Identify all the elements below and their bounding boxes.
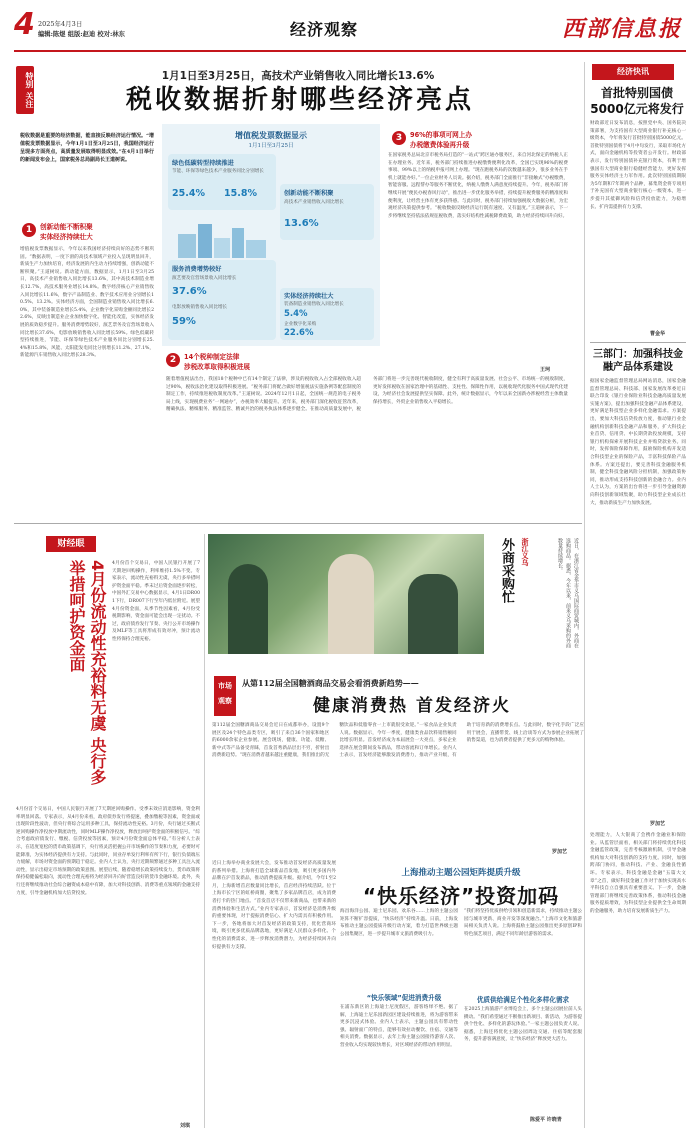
- lead-headline: 税收数据折射哪些经济亮点: [125, 85, 474, 115]
- market-headline: 健康消费热 首发经济火: [313, 696, 511, 716]
- flash-story-3: 处理能力，人大银商了会携作金融业和保险业。从监管层面看，相关部门将持续优化科技金融监管政策，完善考核激励机制，引导金融机构加大对科技创新的支持力度。同时，加强跨部门协同，推动科技、产业、金融良性循环。专家表示，科技金融是金融“五篇大文章”之首，做好科技金融工作对于加快实现高水平科技自立自强具有重要意义。下一步，金融管理部门将继续完善政策体系，推动科技金融服务提质增效，为科技型企业提供全生命周期的金融服务，助力培育发展新质生产力。: [590, 833, 686, 914]
- market-byline: 罗加艺: [552, 849, 568, 855]
- tax-infographic: [162, 124, 380, 346]
- photo-caption: 近日，在浙江省金华市义乌国际商贸城内，外商在选购商品。据悉，今年以来，前来义乌采购的外商数量持续增长。: [557, 538, 579, 648]
- photo-place: 浙江义乌: [521, 538, 529, 566]
- flash-headline-1a: 首批特别国债: [600, 86, 673, 100]
- shanghai-body-4: 在2025上海旅游产业博览会上，多个主题公园展位前人头攒动。“我们希望通过不断推出新项目、新活动，为游客提供个性化、多样化的游玩体验。”一家主题公园负责人说。据悉，上海还将优化主题公园周边交通、住宿等配套服务，提升游客满意度，让“快乐经济”释放更大活力。: [464, 1007, 582, 1043]
- shanghai-kicker: 上海推动主题公园矩阵提质升级: [401, 868, 521, 878]
- infographic-card-innovation: 创新动能不断积聚 高技术产业销售收入同比增长 13.6%: [280, 184, 374, 240]
- infographic-card-real-economy: 实体经济持续壮大 装备制造业销售收入同比增长 5.4% 企业数字化采购 22.6%: [280, 288, 374, 340]
- flash-story-1: 财政部近日发布消息，按照党中央、国务院决策部署，为支持国有大型商业银行补充核心一级资本，今年将发行首批特别国债5000亿元。首批特别国债将于4月中旬发行，采取市场化方式，面向金融机构等投资者公开发行。财政部表示，发行特别国债补充银行资本，有利于增强国有大型商业银行稳健经营能力，更好发挥服务实体经济主力军作用。此次特别国债期限为5年期和7年期两个品种，募集资金将专项用于补充国有大型商业银行核心一级资本，进一步提升其抵御风险和信贷投放能力，为稳增长、扩内需提供有力支撑。: [590, 121, 686, 210]
- section-number: 1: [22, 223, 36, 237]
- lead-kicker: 1月1日至3月25日，高技术产业销售收入同比增长13.6%: [161, 70, 435, 82]
- market-tag: 市场 观察: [214, 676, 236, 716]
- section-3-heading: 3 96%的事项可网上办 办税缴费体验再升级: [392, 128, 568, 150]
- market-body: 第112届全国糖酒商品交易会近日在成都举办，设置9个展区及24个特色品类专区，吸引了来自36个国家和地区的6000余家企业参展。展会现场，健康、功能、低糖、新中式等产品备受青睐，首发首秀新品层出不穷，折射出消费新趋势。“现在消费者越来越注重健康，我们推出的无糖饮品和低脂零食一上市就很受欢迎。”一家食品企业负责人说。数据显示，今年一季度，健康类食品饮料销售额同比增长明显。首发经济成为本届展会一大亮点，多家企业选择在展会期间发布新品，带动客流和订单增长。业内人士表示，首发经济能够激发消费潜力，推动产业升级，有助于培育新的消费增长点。与此同时，数字化手段广泛应用于展会，直播带货、线上洽谈等方式为参展企业拓展了销售渠道，也为消费者提供了更多元的购物体验。: [212, 723, 584, 759]
- infographic-card-services: 服务消费增势较好 演艺要及官营场景收入同比增长 37.6% 电影放映销售收入同比增长 59%: [168, 260, 276, 340]
- flash-headline-1b: 5000亿元将发行: [590, 102, 684, 116]
- city-illustration: [178, 220, 270, 258]
- flash-headline-2: 三部门：加强科技金融产品体系建设: [593, 349, 683, 373]
- section-1-body: 增值税发票数据显示，今年以来我国经济持续向好的态势不断巩固。“数据表明，一度下滑的高技术领域产业投入呈现明显回升，新质生产力加快培育，经济发展的内生动力持续增强，创新动能不断积聚。”王道树说。新动能方面，数据显示，1月1日至3月25日，高技术产业销售收入同比增长13.6%，其中高技术制造业增长12.7%，高技术服务业增长14.8%。数字经济核心产业销售收入同比增长11.6%，数字产品制造业、数字技术应用业分别增长10.5%、13.2%。实体经济方面，全国制造业销售收入同比增长6.0%，其中装备制造业增长5.4%，企业数字化采购金额同比增长22.6%，反映出制造业企业加快数字化、智能化改造，实体经济发展的质效稳步提升。服务消费增势较好，演艺票务及官营场景收入同比增长37.6%，电影放映销售收入同比增长59%。绿色低碳转型持续推进，节能、环保等绿色技术产业服务同比分别增长25.4%和15.8%，风能、太阳能发电同比分别增长11.2%、27.1%，新能源汽车销售收入同比增长28.3%。: [20, 247, 154, 359]
- shanghai-subhead-1: “快乐领域”促进消费升级: [366, 994, 442, 1002]
- finance-eye-byline: 刘琪: [180, 1123, 191, 1129]
- finance-eye-body: 4月份首个交易日，中国人民银行开展了7天期逆回购操作。受季末效应消退影响，资金利率明显回落。专家表示，从4月份来看，政府债券发行将提速，叠加缴税等因素，资金面或出现阶段性波动，但央行将综合运用多种工具，保持流动性充裕。3月份，央行通过买断式逆回购操作净投放中期流动性，同时MLF操作净投放，释放出呵护资金面的积极信号。“综合考虑政府债发行、缴税、信贷投放等因素，预计4月份资金面总体平稳。”有分析人士表示，在适度宽松的货币政策基调下，央行将灵活把握公开市场操作的节奏和力度，必要时可能降准，为实体经济提供有力支持。与此同时，同业存单发行利率有所下行，银行负债端压力缓解，市场对资金面的预期趋于稳定。业内人士认为，央行近期频繁通过多种工具注入流动性，显示出稳定市场预期的政策意图。展望后续，随着稳增长政策持续发力，货币政策将保持稳健偏松取向，流动性合理充裕将为经济回升向好营造良好的货币金融环境。此外，央行还将继续推动社会综合融资成本稳中有降，加大对科技创新、消费等重点领域的金融支持力度，引导金融机构加大信贷投放。: [16, 807, 200, 896]
- flash-byline-1: 曹金华: [650, 331, 666, 337]
- section-number: 3: [392, 131, 406, 145]
- infographic-subtitle: 1月1日至3月25日: [248, 143, 294, 149]
- page-number: 4: [14, 7, 35, 42]
- flash-byline-2: 罗加艺: [650, 821, 666, 827]
- paper-logo: 西部信息报: [561, 16, 682, 42]
- editors-line: 编辑:陈煜 组版:赵迪 校对:林东: [38, 31, 125, 38]
- special-focus-tag: 特别 关注: [16, 66, 34, 114]
- section-2-heading: 2 14个税种制定法律 涉税改革取得积极进展: [166, 350, 366, 372]
- issue-date: 2025年4月3日: [38, 20, 83, 28]
- section-3-body: 在国家税务总局北京市税务局打造的“一站式”跨区通办服务区，来自河北保定的纳税人正在办理业务。近年来，税务部门持续推进办税缴费便利化改革，全国已实现96%的税费事项、99%以上的纳税申报可网上办理。“现在跑税务局的次数越来越少，很多业务在手机上就能办好。”一位企业财务人员说。据介绍，税务部门全面推行“非接触式”办税缴费，智能客服、远程帮办等服务不断优化，纳税人缴费人满意度持续提升。今年，税务部门将继续开展“便民办税春风行动”，推出进一步优化服务举措，持续提升税费服务的精准度和便利度，让经营主体有更多获得感。与此同时，税务部门持续加强税收大数据分析，为宏观经济决策提供参考。“税收数据反映经济运行既有速度、又有温度。”王道树表示，下一步将继续坚持依法依规征税收费，落实好结构性减税降费政策，助力经济持续回升向好。: [388, 153, 568, 219]
- lead-intro: 税收数据是重要的经济数据，能直接反映经济运行情况。“增值税发票数据显示，今年1月1日至3月25日，我国经济运行呈现多方面亮点，高质量发展取得明显成效。”在4月1日举行的新闻发布会上，国家税务总局副局长王道树说。: [20, 133, 154, 163]
- section-2-body: 随着增值税法出台，我国18个税种中已有14个制定了法律，涉及的税收收入占全部税收收入超过90%，税收法治化建设取得积极进展。“税务部门将配合做好增值税法实施条例等配套制度的制定工作，持续推进税收制度改革。”王道树说。2024年12月1日起，全国统一规范的电子税务局上线，实现税费业务“一网通办”，办税效率大幅提升。近年来，税务部门深化税收征管改革，精确执法、精细服务、精准监管、精诚共治的税务执法体系逐步健全。在推动高质量发展中，税务部门将进一步完善现代税收制度，健全有利于高质量发展、社会公平、市场统一的税收制度，更好发挥税收在国家治理中的基础性、支柱性、保障性作用，以税收现代化服务中国式现代化建设，为经济社会发展提供坚实保障。此外，统计数据显示，今年以来全国新办涉税经营主体数量保持增长，外贸企业销售收入平稳增长。: [166, 377, 568, 413]
- market-kicker: 从第112届全国糖酒商品交易会看消费新趋势——: [242, 678, 419, 688]
- page-header: [14, 8, 686, 56]
- section-1-heading: 1 创新动能不断积聚 实体经济持续壮大: [22, 220, 156, 242]
- section-number: 2: [166, 353, 180, 367]
- flash-story-2: 据国家金融监督管理总局网站消息，国家金融监督管理总局、科技部、国家发展改革委近日联合印发《银行业保险业科技金融高质量发展实施方案》，提出加强科技金融产品体系建设，更好满足科技型企业多样化金融需求。方案提出，要加大科技信贷投放力度，推动银行业金融机构创新科技金融产品和服务，扩大科技企业首贷、信用贷、中长期贷款投放规模，支持银行机构探索开展科技企业并购贷款业务。同时，发挥保险保障作用，鼓励保险机构开发适合科技型企业的保险产品，丰富科技保险产品体系。方案还提出，要完善科技金融服务机制，健全科技金融风险分担机制，加强政策协同，推动形成支持科技创新的金融合力。业内人士认为，方案的出台将进一步引导金融资源向科技创新领域集聚，助力科技型企业成长壮大，推动新质生产力加快发展。: [590, 379, 686, 506]
- lead-byline: 王珂: [540, 367, 551, 373]
- shanghai-body-2: 在浦东新区的上海迪士尼度假区，游客络绎不绝。据了解，上海迪士尼乐园新园区建设持续推进，将为游客带来更多沉浸式体验。业内人士表示，主题公园具有带动性强、辐射面广的特点，能够有效拉动餐饮、住宿、交通等相关消费。数据显示，去年上海主题公园接待游客人次、营业收入均实现较快增长，对区域经济的带动作用明显。: [340, 1005, 458, 1048]
- shanghai-subhead-2: 优质供给满足个性化多样化需求: [476, 996, 570, 1004]
- shanghai-body-3: “我们将坚持优质供给引领和创造新需求，持续推动主题公园与城市更新、商业开发等深度融合。”上海市文化和旅游局相关负责人说。上海将鼓励主题公园推出更多原创IP和特色演艺项目，满足不同年龄层游客的需求。: [464, 909, 582, 937]
- infographic-title: 增值税发票数据显示: [235, 131, 307, 140]
- section-title: 经济观察: [290, 20, 359, 39]
- shanghai-headline: “快乐经济”投资加码: [362, 884, 560, 908]
- market-body-2: 近日上海举办商业发展大会，发布推动首发经济高质量发展的系列举措。上海将打造全球新品首发地，吸引更多国内外品牌在沪首发新品，推动消费提质升级。据介绍，今年1至2月，上海新增首店数量同比增长，首店经济持续活跃。位于上海市长宁区的虹桥商圈，聚集了多家品牌首店，成为消费者打卡的热门地点。“首发首店不仅带来新商品，也带来新的消费体验和生活方式。”业内专家表示，首发经济是消费升级的重要体现，对于提振消费信心、扩大内需具有积极作用。下一步，各地将加大对首发经济的政策支持，优化营商环境，吸引更多优质品牌落地，更好满足人民群众多样化、个性化的消费需求，进一步释放消费潜力，为经济持续回升向好提供有力支撑。: [212, 861, 336, 950]
- infographic-card-green: 绿色低碳转型持续推进 节能、环保等绿色技术产业服务同比分别增长 25.4% 15.8%: [168, 154, 276, 210]
- news-photo: [208, 534, 484, 654]
- shanghai-byline: 陈爱平 许晓青: [530, 1117, 562, 1123]
- finance-eye-lede: 4月份首个交易日，中国人民银行开展了7天期逆回购操作，利率维持1.5%不变。专家表示，流动性充裕料无虞，央行多举措呵护资金面平稳。季末过后资金面逐步转松，中国外汇交易中心数据显示，4月1日DR001下行，DR007下行至年内低位附近。展望4月份资金面，从季节性因素看，4月份受税期影响，资金面可能会出现一定扰动。不过，政府债券发行节奏、央行公开市场操作及MLF等工具将形成有效对冲，预计流动性将保持合理充裕。: [112, 561, 200, 642]
- finance-eye-tag: 财经眼: [46, 536, 96, 552]
- photo-caption-panel: [486, 534, 582, 654]
- photo-title: 外商采购忙: [499, 538, 514, 603]
- shanghai-body-1: 海昌海洋公园、迪士尼乐园、欢乐谷……上海的主题公园矩阵不断扩容提质，“快乐经济”持续升温。日前，上海发布推动主题公园提质升级行动方案，着力打造世界级主题公园集聚区，进一步提升城市文旅消费吸引力。: [340, 909, 458, 937]
- finance-eye-headline: 4月份流动性充裕料无虞 央行多举措呵护资金面: [67, 560, 107, 785]
- flash-news-tag: 经济快讯: [592, 64, 674, 80]
